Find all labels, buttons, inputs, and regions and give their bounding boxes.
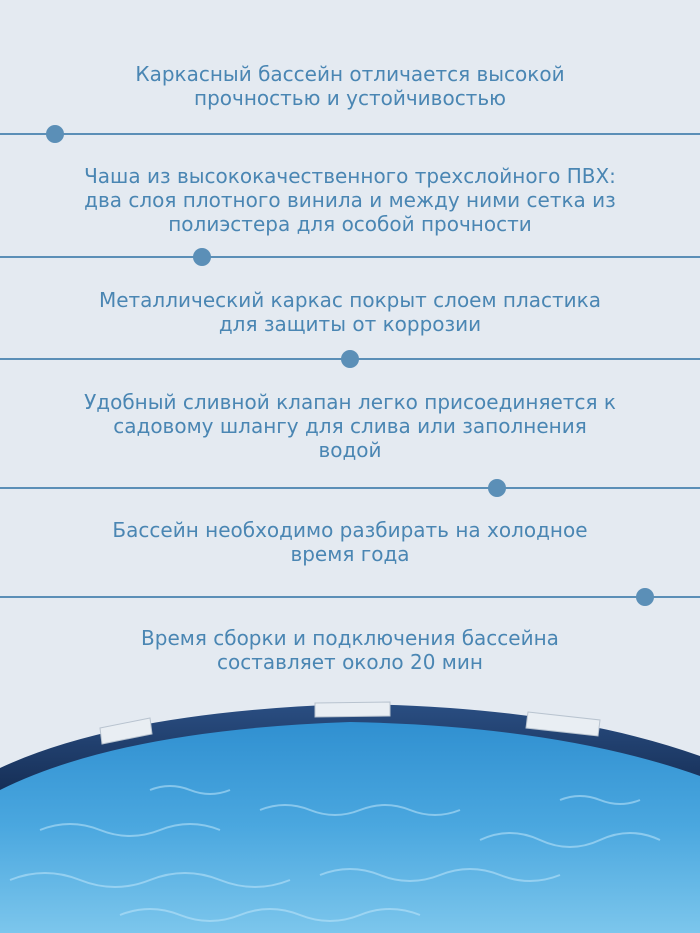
divider-4	[0, 487, 700, 489]
divider-2	[0, 256, 700, 258]
timeline-dot-icon	[341, 350, 359, 368]
pool-photo	[0, 690, 700, 933]
timeline-dot-icon	[488, 479, 506, 497]
feature-frame-strength: Каркасный бассейн отличается высокой прочностью и устойчивостью	[135, 62, 565, 110]
divider-3	[0, 358, 700, 360]
timeline-dot-icon	[193, 248, 211, 266]
divider-1	[0, 133, 700, 135]
timeline-dot-icon	[636, 588, 654, 606]
timeline-dot-icon	[46, 125, 64, 143]
feature-pvc-bowl: Чаша из высококачественного трехслойного ПВХ: два слоя плотного винила и между ними сетка из полиэстера для особой прочности	[84, 164, 616, 236]
feature-drain-valve: Удобный сливной клапан легко присоединяется к садовому шлангу для слива или заполнения водой	[84, 390, 616, 462]
feature-winter-disassembly: Бассейн необходимо разбирать на холодное время года	[112, 518, 588, 566]
divider-5	[0, 596, 700, 598]
feature-assembly-time: Время сборки и подключения бассейна составляет около 20 мин	[141, 626, 559, 674]
feature-metal-frame: Металлический каркас покрыт слоем пластика для защиты от коррозии	[98, 288, 602, 336]
